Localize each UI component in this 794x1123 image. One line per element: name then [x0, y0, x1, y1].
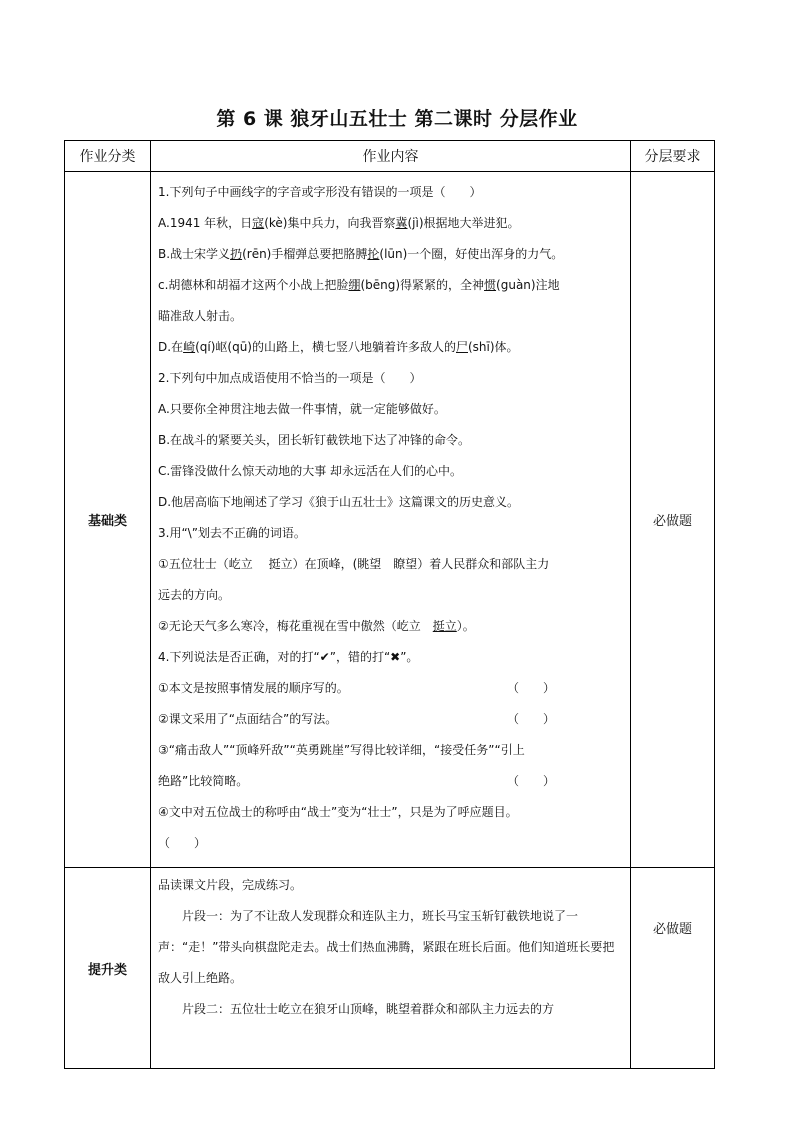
passage-1: 片段一：为了不让敌人发现群众和连队主力，班长马宝玉斩钉截铁地说了一声：“走！”带头向棋盘陀走去。战士们热血沸腾，紧跟在班长后面。他们知道班长要把敌人引上绝路。 — [158, 909, 615, 985]
option-d: D.在崎(qí)岖(qū)的山路上，横七竖八地躺着许多敌人的尸(shī)体。 — [158, 340, 519, 354]
sentence-2: ②无论天气多么寒冷，梅花重视在雪中傲然（屹立 挺立）。 — [158, 619, 475, 633]
option-a: A.只要你全神贯注地去做一件事情，就一定能够做好。 — [158, 402, 446, 416]
header-requirement: 分层要求 — [631, 141, 715, 172]
option-a: A.1941 年秋，日寇(kè)集中兵力，向我晋察冀(jì)根据地大举进犯。 — [158, 216, 520, 230]
question-stem: 1.下列句子中画线字的字音或字形没有错误的一项是（ ） — [158, 185, 482, 199]
option-b: B.在战斗的紧要关头，团长斩钉截铁地下达了冲锋的命令。 — [158, 433, 471, 447]
page-title: 第 6 课 狼牙山五壮士 第二课时 分层作业 — [216, 108, 578, 130]
option-b: B.战士宋学义扔(rēn)手榴弹总要把胳膊抡(lūn)一个圈，好使出浑身的力气。 — [158, 247, 564, 261]
table-row — [65, 172, 715, 868]
statement-4: ④文中对五位战士的称呼由“战士”变为“壮士”，只是为了呼应题目。 — [158, 805, 518, 819]
header-content: 作业内容 — [151, 141, 631, 172]
statement-3: ③“痛击敌人”“顶峰歼敌”“英勇跳崖”写得比较详细，“接受任务”“引上 — [158, 743, 525, 757]
exercise-intro: 品读课文片段，完成练习。 — [158, 878, 303, 892]
content-cell — [151, 868, 631, 1069]
content-cell — [151, 172, 631, 868]
passage-2: 片段二：五位壮士屹立在狼牙山顶峰，眺望着群众和部队主力远去的方 — [182, 1002, 555, 1016]
question-stem: 3.用“\”划去不正确的词语。 — [158, 526, 306, 540]
requirement-cell: 必做题 — [631, 868, 715, 1069]
category-cell: 基础类 — [65, 172, 151, 868]
option-c-continued: 瞄准敌人射击。 — [158, 309, 243, 323]
statement-2: ②课文采用了“点面结合”的写法。 （ ） — [158, 712, 555, 726]
sentence-1-continued: 远去的方向。 — [158, 588, 231, 602]
statement-1: ①本文是按照事情发展的顺序写的。 （ ） — [158, 681, 555, 695]
category-cell: 提升类 — [65, 868, 151, 1069]
sentence-1: ①五位壮士（屹立 挺立）在顶峰，(眺望 瞭望）着人民群众和部队主力 — [158, 557, 550, 571]
statement-4-answer: （ ） — [158, 836, 207, 850]
table-row — [65, 868, 715, 1069]
question-stem: 2.下列句中加点成语使用不恰当的一项是（ ） — [158, 371, 422, 385]
homework-table — [64, 140, 715, 1069]
option-c: c.胡德林和胡福才这两个小战上把脸绷(bēng)得紧紧的，全神惯(guàn)注地 — [158, 278, 560, 292]
requirement-cell: 必做题 — [631, 172, 715, 868]
statement-3-continued: 绝路”比较简略。 （ ） — [158, 774, 555, 788]
option-c: C.雷锋没做什么惊天动地的大事 却永远活在人们的心中。 — [158, 464, 463, 478]
header-category: 作业分类 — [65, 141, 151, 172]
option-d: D.他居高临下地阐述了学习《狼于山五壮士》这篇课文的历史意义。 — [158, 495, 520, 509]
table-header-row — [65, 141, 715, 172]
question-stem: 4.下列说法是否正确，对的打“✔”，错的打“✖”。 — [158, 650, 419, 664]
